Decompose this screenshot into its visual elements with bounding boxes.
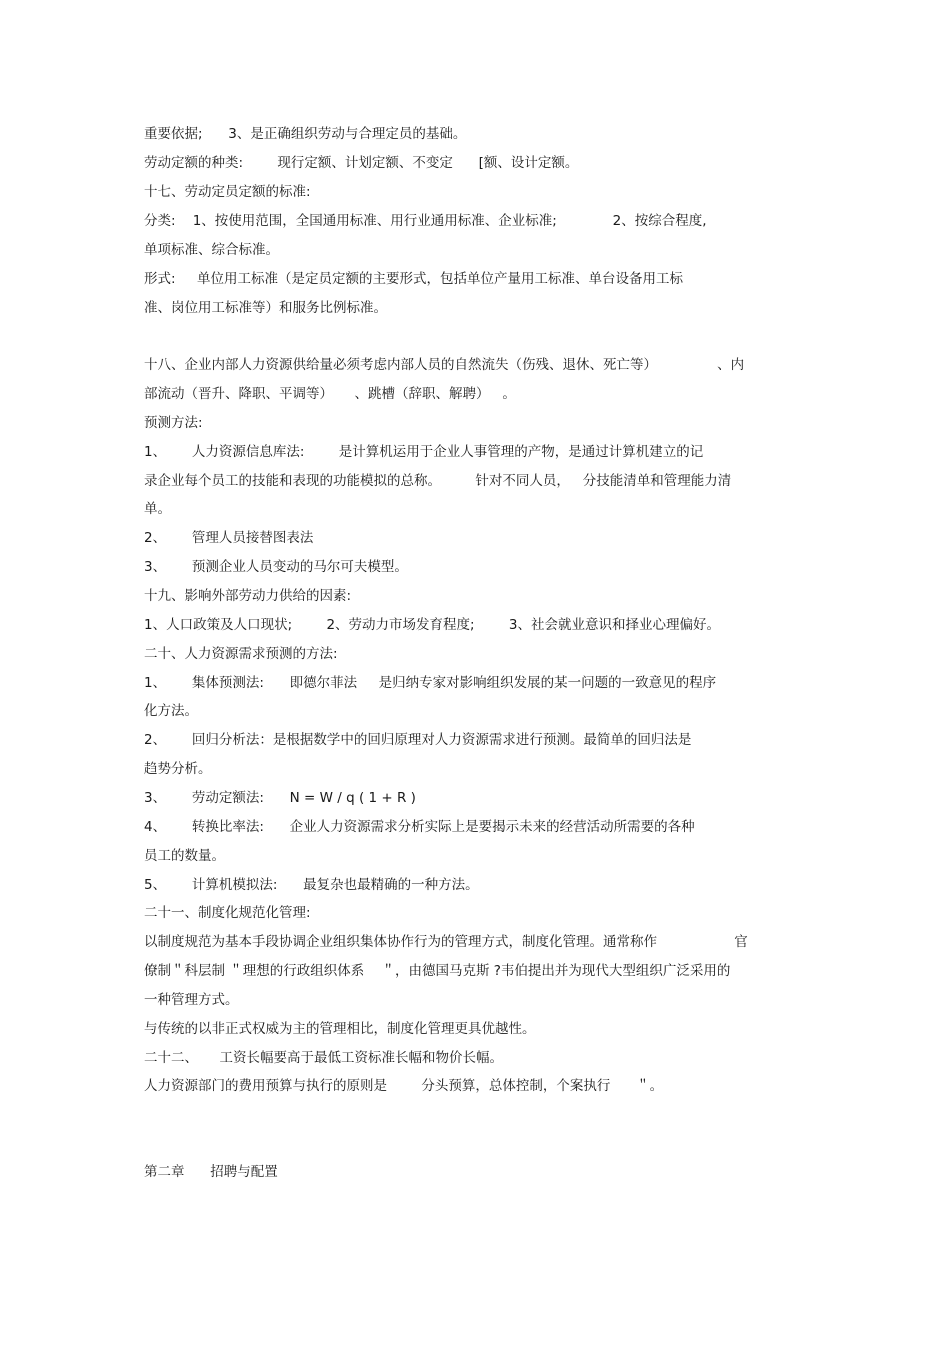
text-line: 录企业每个员工的技能和表现的功能模拟的总称。 针对不同人员， 分技能清单和管理能力清 bbox=[144, 473, 732, 489]
section-heading: 二十二、 工资长幅要高于最低工资标准长幅和物价长幅。 bbox=[144, 1050, 503, 1066]
text-line: 形式: 单位用工标准（是定员定额的主要形式，包括单位产量用工标准、单台设备用工标 bbox=[144, 271, 684, 287]
text-line: 趋势分析。 bbox=[144, 761, 212, 777]
list-item: 3、 劳动定额法: N = W / q ( 1 + R ) bbox=[144, 790, 416, 806]
section-heading: 十七、劳动定员定额的标准: bbox=[144, 184, 311, 200]
section-heading: 十八、企业内部人力资源供给量必须考虑内部人员的自然流失（伤残、退休、死亡等） 、内 bbox=[144, 357, 745, 373]
text-line: 单。 bbox=[144, 501, 171, 517]
text-line: 化方法。 bbox=[144, 703, 198, 719]
text-line: 人力资源部门的费用预算与执行的原则是 分头预算，总体控制，个案执行 ＂。 bbox=[144, 1078, 664, 1094]
chapter-title: 第二章 招聘与配置 bbox=[144, 1164, 278, 1180]
list-item: 1、 人力资源信息库法: 是计算机运用于企业人事管理的产物，是通过计算机建立的记 bbox=[144, 444, 704, 460]
text-line: 与传统的以非正式权威为主的管理相比，制度化管理更具优越性。 bbox=[144, 1021, 536, 1037]
list-item: 3、 预测企业人员变动的马尔可夫模型。 bbox=[144, 559, 408, 575]
text-line: 员工的数量。 bbox=[144, 848, 225, 864]
section-heading: 二十一、制度化规范化管理: bbox=[144, 905, 311, 921]
text-line: 一种管理方式。 bbox=[144, 992, 239, 1008]
section-heading: 二十、人力资源需求预测的方法: bbox=[144, 646, 338, 662]
text-line: 僚制＂科层制 ＂理想的行政组织体系 ＂，由德国马克斯 ?韦伯提出并为现代大型组织广泛采用的 bbox=[144, 963, 731, 979]
text-line: 预测方法: bbox=[144, 415, 203, 431]
list-item: 2、 回归分析法：是根据数学中的回归原理对人力资源需求进行预测。最简单的回归法是 bbox=[144, 732, 692, 748]
list-item: 4、 转换比率法: 企业人力资源需求分析实际上是要揭示未来的经营活动所需要的各种 bbox=[144, 819, 695, 835]
text-line: 劳动定额的种类: 现行定额、计划定额、不变定 [额、设计定额。 bbox=[144, 155, 579, 171]
list-item: 1、 集体预测法: 即德尔菲法 是归纳专家对影响组织发展的某一问题的一致意见的程序 bbox=[144, 675, 717, 691]
section-heading: 十九、影响外部劳动力供给的因素: bbox=[144, 588, 352, 604]
text-line: 准、岗位用工标准等）和服务比例标准。 bbox=[144, 300, 387, 316]
text-line: 单项标准、综合标准。 bbox=[144, 242, 279, 258]
text-line: 部流动（晋升、降职、平调等） 、跳槽（辞职、解聘） 。 bbox=[144, 386, 516, 402]
text-line: 1、人口政策及人口现状; 2、劳动力市场发育程度; 3、社会就业意识和择业心理偏好。 bbox=[144, 617, 721, 633]
list-item: 5、 计算机模拟法: 最复杂也最精确的一种方法。 bbox=[144, 877, 479, 893]
text-line: 重要依据; 3、是正确组织劳动与合理定员的基础。 bbox=[144, 126, 467, 142]
text-line: 以制度规范为基本手段协调企业组织集体协作行为的管理方式，制度化管理。通常称作 官 bbox=[144, 934, 748, 950]
list-item: 2、 管理人员接替图表法 bbox=[144, 530, 314, 546]
text-line: 分类: 1、按使用范围，全国通用标准、用行业通用标准、企业标准; 2、按综合程度, bbox=[144, 213, 707, 229]
